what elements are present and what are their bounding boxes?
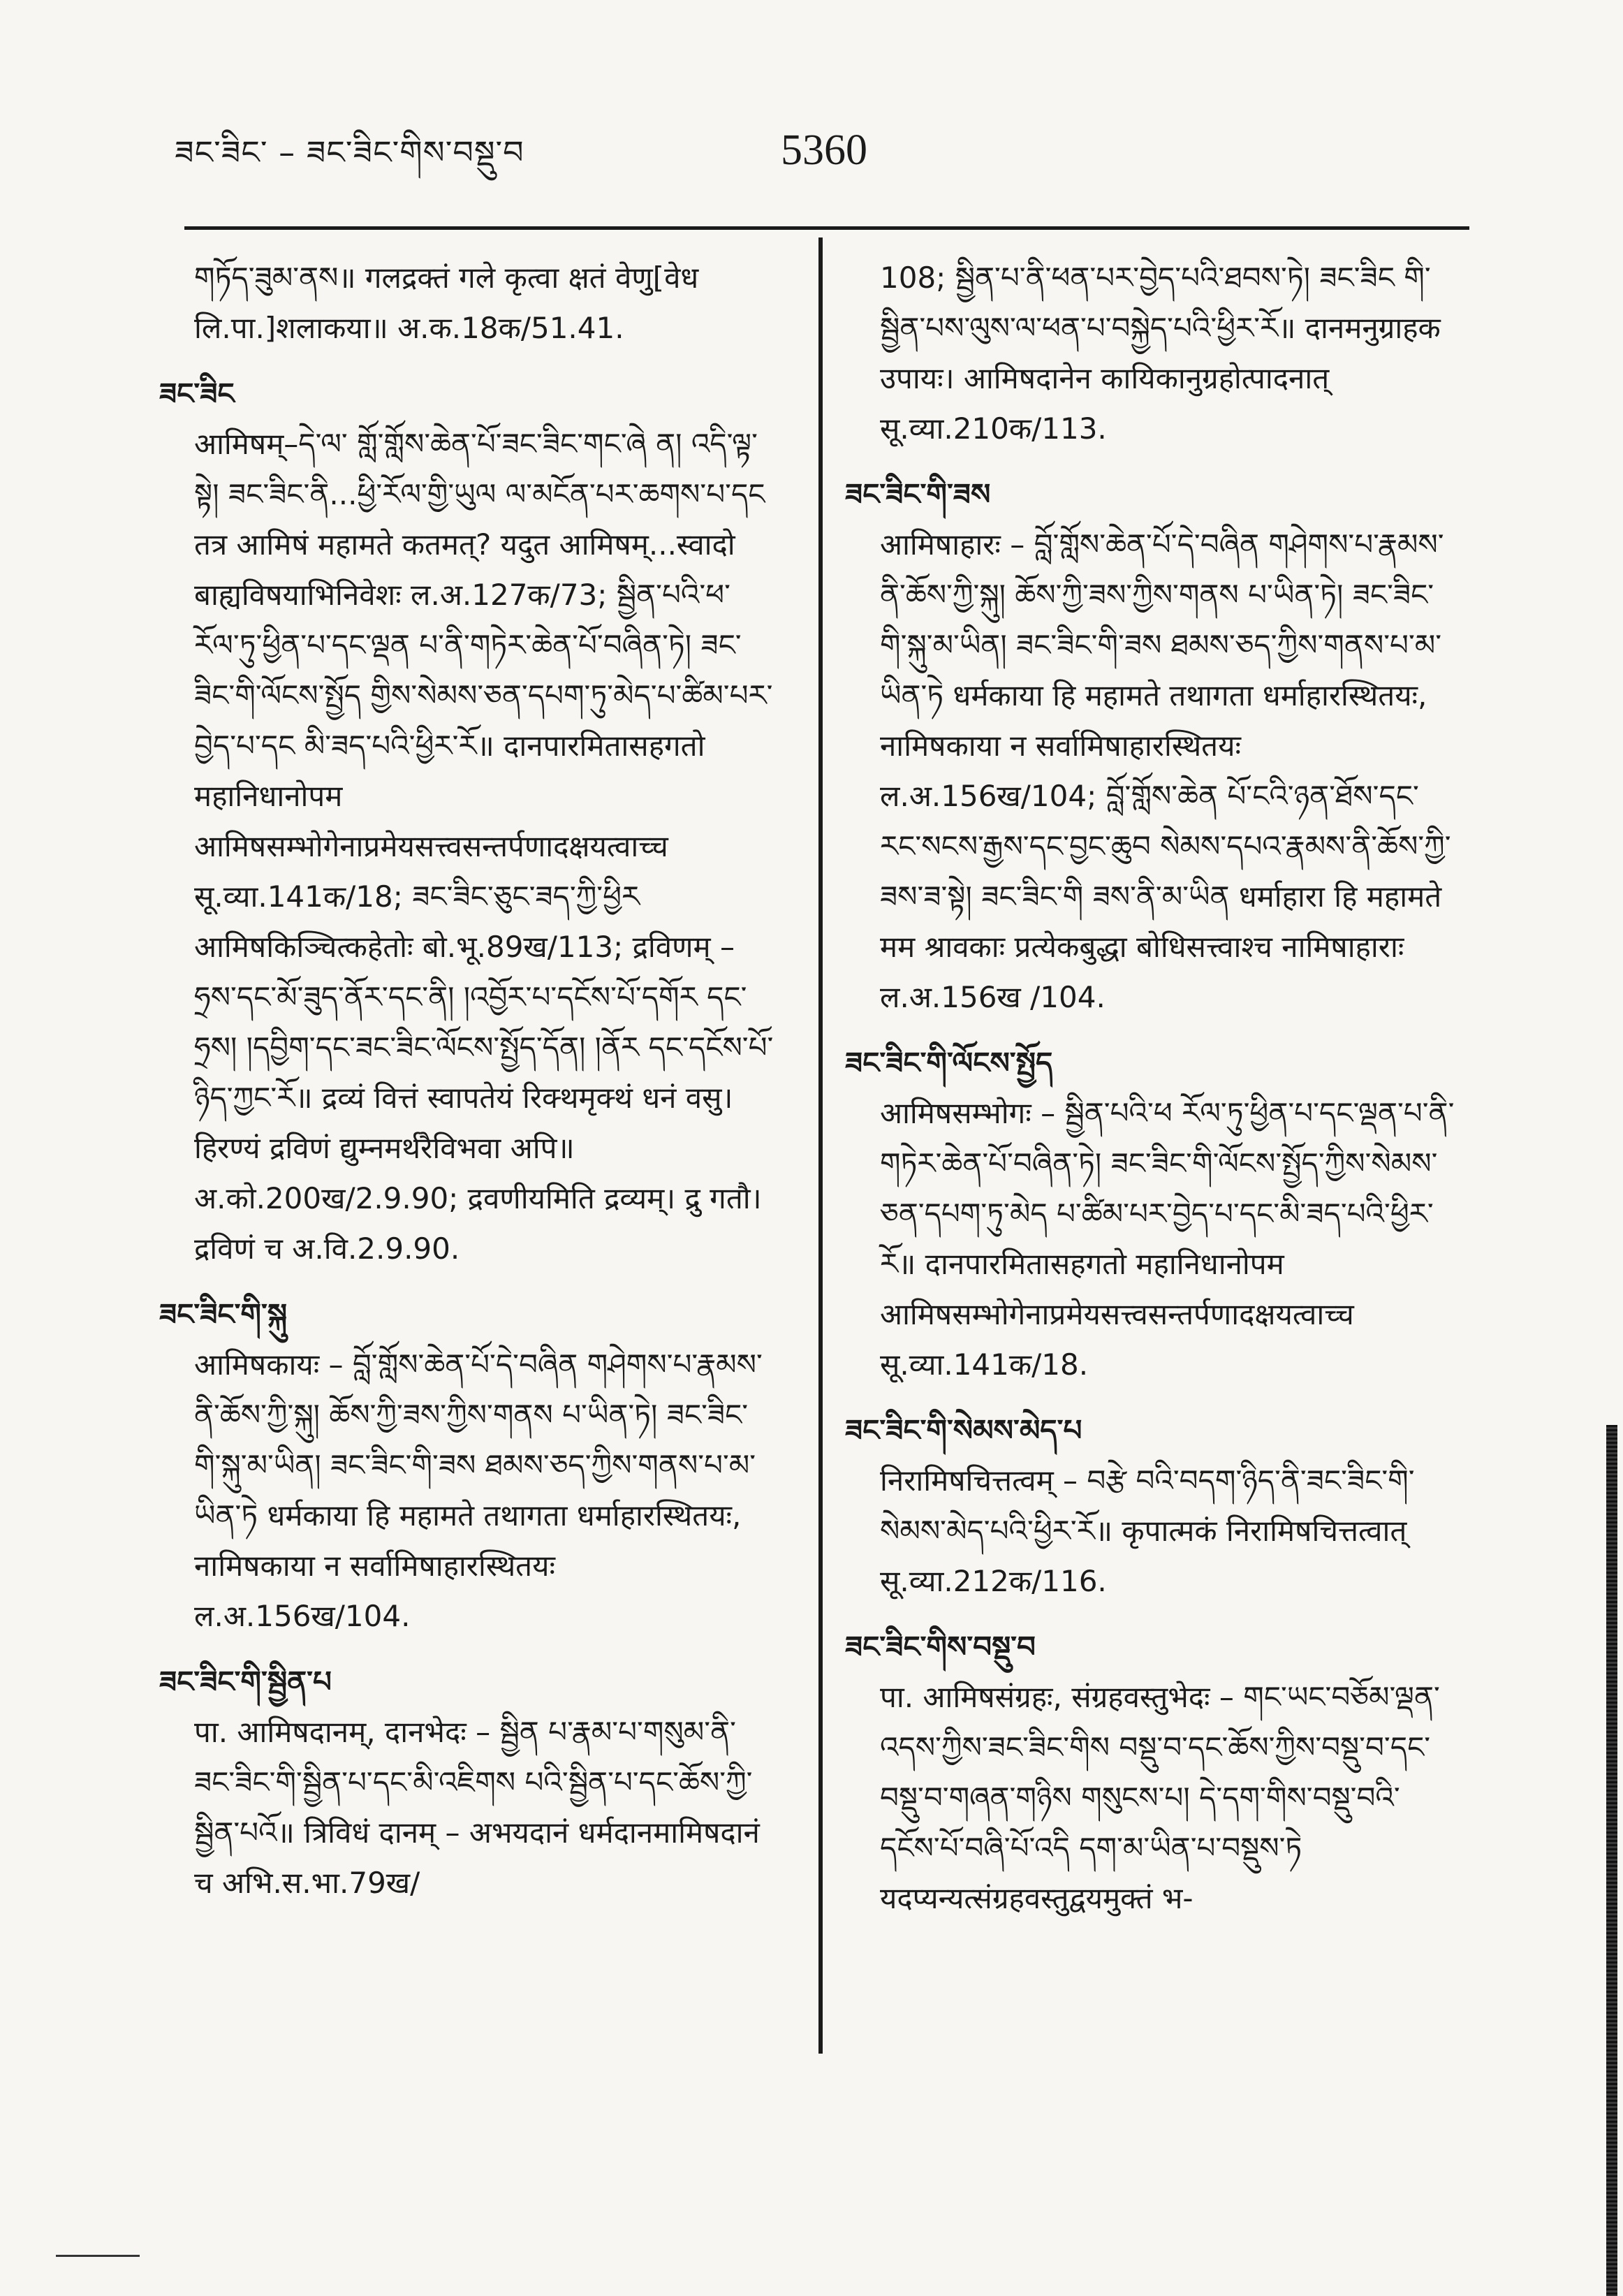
dictionary-entry [845,1038,1460,1390]
left-column [159,253,774,1924]
entry-text: आमिषकायः – བློ་གློས་ཆེན་པོ་དེ་བཞིན གཤེགས་པ་རྣམས་ནི་ཆོས་ཀྱི་སྐུ། ཆོས་ཀྱི་ཟས་ཀྱིས་གནས པ་ཡིན་ཏེ། ཟང་ཟིང་གི་སྐུ་མ་ཡིན། ཟང་ཟིང་གི་ཟས ཐམས་ཅད་ཀྱིས་གནས་པ་མ་ཡིན་ཏེ धर्मकाया हि महामते तथागता धर्माहारस्थितयः, नामिषकाया न सर्वामिषाहारस्थितयः ल.अ.156ख/104. [194,1347,763,1633]
entry-headword: ཟང་ཟིང་གི་སྐུ [159,1297,288,1331]
entry-text: आमिषसम्भोगः – སྦྱིན་པའི་ཕ རོལ་ཏུ་ཕྱིན་པ་དང་ལྡན་པ་ནི་གཏེར་ཆེན་པོ་བཞིན་ཏེ། ཟང་ཟིང་གི་ལོངས་སྤྱོད་ཀྱིས་སེམས་ཅན་དཔག་ཏུ་མེད པ་ཚིམ་པར་བྱེད་པ་དང་མི་ཟད་པའི་ཕྱིར་རོ॥ दानपारमितासहगतो महानिधानोपम आमिषसम्भोगेनाप्रमेयसत्त्वसन्तर्पणादक्षयत्वाच्च सू.व्या.141क/18. [880,1096,1455,1382]
entry-headword: ཟང་ཟིང [159,376,235,411]
entry-text: पा. आमिषसंग्रहः, संग्रहवस्तुभेदः – གང་ཡང་བཅོམ་ལྡན་འདས་ཀྱིས་ཟང་ཟིང་གིས བསྡུ་བ་དང་ཆོས་ཀྱིས་བསྡུ་བ་དང་བསྡུ་བ་གཞན་གཉིས གསུངས་པ། དེ་དག་གིས་བསྡུ་བའི་དངོས་པོ་བཞི་པོ་འདི དག་མ་ཡིན་པ་བསྡུས་ཏེ यदप्यन्यत्संग्रहवस्तुद्वयमुक्तं भ- [880,1680,1440,1915]
dictionary-entry [159,1657,774,1908]
entry-headword: ཟང་ཟིང་གི་སེམས་མེད་པ [845,1413,1082,1447]
page-number: 5360 [781,126,867,174]
entry-text: आमिषाहारः – བློ་གློས་ཆེན་པོ་དེ་བཞིན གཤེགས་པ་རྣམས་ནི་ཆོས་ཀྱི་སྐུ། ཆོས་ཀྱི་ཟས་ཀྱིས་གནས པ་ཡིན་ཏེ། ཟང་ཟིང་གི་སྐུ་མ་ཡིན། ཟང་ཟིང་གི་ཟས ཐམས་ཅད་ཀྱིས་གནས་པ་མ་ཡིན་ཏེ धर्मकाया हि महामते तथागता धर्माहारस्थितयः, नामिषकाया न सर्वामिषाहारस्थितयः ल.अ.156ख/104; བློ་གློས་ཆེན པོ་ངའི་ཉན་ཐོས་དང་རང་སངས་རྒྱས་དང་བྱང་ཆུབ སེམས་དཔའ་རྣམས་ནི་ཆོས་ཀྱི་ཟས་ཟ་སྟེ། ཟང་ཟིང་གི ཟས་ནི་མ་ཡིན धर्माहारा हि महामते मम श्रावकाः प्रत्येकबुद्धा बोधिसत्त्वाश्च नामिषाहाराः ल.अ.156ख /104. [880,527,1451,1014]
dictionary-entry [845,1622,1460,1924]
column-divider [818,237,823,2054]
header-rule [184,226,1469,230]
entry-text: གཏོད་ཟུམ་ནས॥ गलद्रक्तं गले कृत्वा क्षतं वेणु[वेध लि.पा.]शलाकया॥ अ.क.18क/51.41. [194,261,699,345]
running-head: ཟང་ཟིང་ – ཟང་ཟིང་གིས་བསྡུ་བ [175,133,524,171]
entry-text: पा. आमिषदानम्, दानभेदः – སྦྱིན པ་རྣམ་པ་གསུམ་ནི་ཟང་ཟིང་གི་སྦྱིན་པ་དང་མི་འཇིགས པའི་སྦྱིན་པ་དང་ཆོས་ཀྱི་སྦྱིན་པའོ॥ त्रिविधं दानम् – अभयदानं धर्मदानमामिषदानं च अभि.स.भा.79ख/ [194,1715,760,1900]
scan-mark [56,2255,140,2257]
dictionary-entry [159,253,774,353]
scan-binding-edge [1606,1425,1617,2296]
entry-text: आमिषम्–དེ་ལ་ གློ་གློས་ཆེན་པོ་ཟང་ཟིང་གང་ཞེ ན། འདི་ལྟ་སྟེ། ཟང་ཟིང་ནི...ཕྱི་རོལ་གྱི་ཡུལ ལ་མངོན་པར་ཆགས་པ་དང तत्र आमिषं महामते कतमत्? यदुत आमिषम्...स्वादो बाह्यविषयाभिनिवेशः ल.अ.127क/73; སྦྱིན་པའི་ཕ་རོལ་ཏུ་ཕྱིན་པ་དང་ལྡན པ་ནི་གཏེར་ཆེན་པོ་བཞིན་ཏེ། ཟང་ཟིང་གི་ལོངས་སྤྱོད གྱིས་སེམས་ཅན་དཔག་ཏུ་མེད་པ་ཚིམ་པར་བྱེད་པ་དང མི་ཟད་པའི་ཕྱིར་རོ॥ दानपारमितासहगतो महानिधानोपम आमिषसम्भोगेनाप्रमेयसत्त्वसन्तर्पणादक्षयत्वाच्च सू.व्या.141क/18; ཟང་ཟིང་ཅུང་ཟད་ཀྱི་ཕྱིར आमिषकिञ्चित्कहेतोः बो.भू.89ख/113; द्रविणम् – ཧྲས་དང་མོ་ཟུད་ནོར་དང་ནི། །འབྱོར་པ་དངོས་པོ་དགོར དང་ཧྲས། །དབྱིག་དང་ཟང་ཟིང་ལོངས་སྤྱོད་དོན། །ནོར དང་དངོས་པོ་ཉིད་ཀྱང་རོ॥ द्रव्यं वित्तं स्वापतेयं रिक्थमृक्थं धनं वसु। हिरण्यं द्रविणं द्युम्नमर्थरैविभवा अपि॥ अ.को.200ख/2.9.90; द्रवणीयमिति द्रव्यम्। द्रु गतौ। द्रविणं च अ.वि.2.9.90. [194,427,774,1266]
entry-headword: ཟང་ཟིང་གིས་བསྡུ་བ [845,1630,1036,1664]
dictionary-entry [845,469,1460,1023]
entry-headword: ཟང་ཟིང་གི་ལོངས་སྤྱོད [845,1046,1053,1080]
entry-headword: ཟང་ཟིང་གི་ཟས [845,477,991,511]
dictionary-entry [159,1289,774,1641]
dictionary-entry [845,253,1460,454]
entry-text: निरामिषचित्तत्वम् – བརྩེ བའི་བདག་ཉིད་ནི་ཟང་ཟིང་གི་སེམས་མེད་པའི་ཕྱིར་རོ॥ कृपात्मकं निरामिषचित्तत्वात् सू.व्या.212क/116. [880,1463,1415,1598]
right-column [845,253,1460,1939]
entry-text: 108; སྦྱིན་པ་ནི་ཕན་པར་བྱེད་པའི་ཐབས་ཏེ། ཟང་ཟིང གི་སྦྱིན་པས་ལུས་ལ་ཕན་པ་བསྐྱེད་པའི་ཕྱིར་རོ॥ दानमनुग्राहक उपायः। आमिषदानेन कायिकानुग्रहोत्पादनात् सू.व्या.210क/113. [880,261,1441,446]
entry-headword: ཟང་ཟིང་གི་སྦྱིན་པ [159,1665,332,1699]
dictionary-entry [845,1405,1460,1607]
dictionary-entry [159,369,774,1274]
